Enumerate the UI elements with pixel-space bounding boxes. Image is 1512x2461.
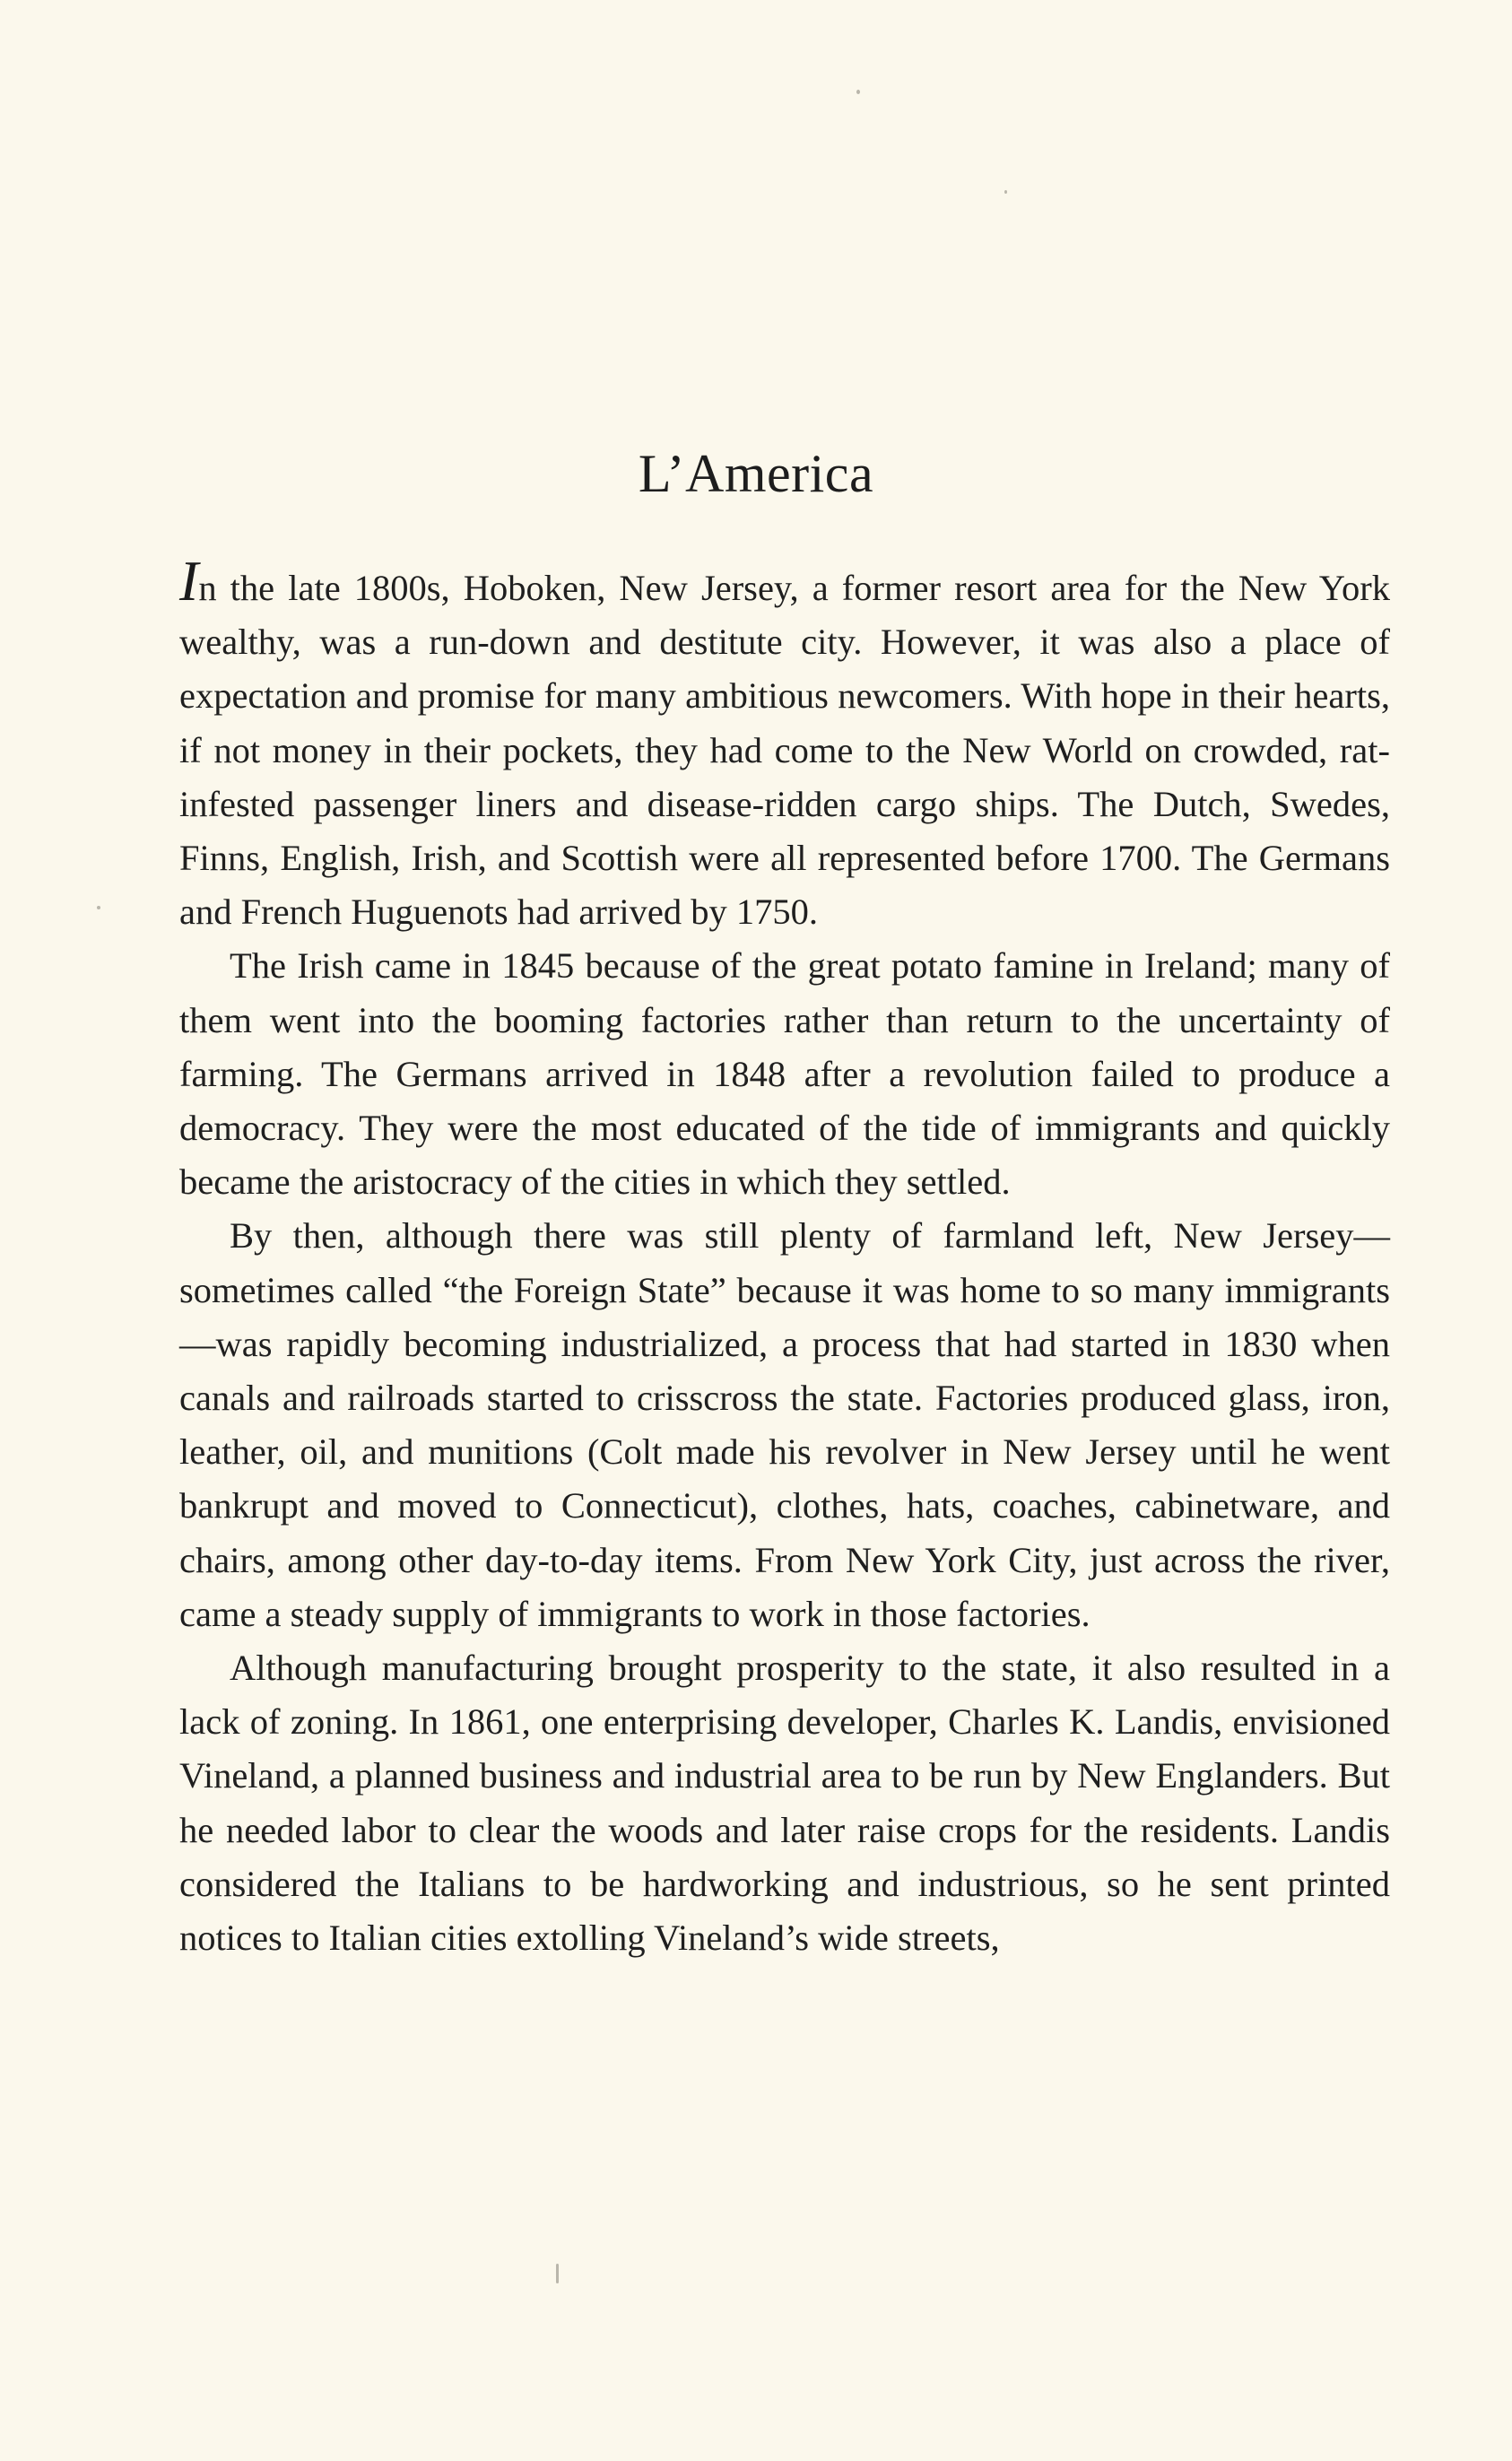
- paper-speck: [1004, 190, 1007, 194]
- paragraph-1: [179, 549, 1390, 939]
- paper-speck: [556, 2264, 559, 2283]
- paper-speck: [97, 906, 100, 909]
- paragraph-2: The Irish came in 1845 because of the great potato famine in Ireland; many of them went into the booming factories rather than return to the uncertainty of farming. The Germans arrived in 1848 after a revolution failed to produce a democracy. They were the most educated of the tide of immigrants and quickly became the aristocracy of the cities in which they settled.: [179, 945, 1390, 1203]
- paragraph-3: By then, although there was still plenty of farmland left, New Jersey—sometimes called “the Foreign State” because it was home to so many immigrants—was rapidly becoming industrialized, a process that had started in 1830 when canals and railroads started to crisscross the state. Factories produced glass, iron, leather, oil, and munitions (Colt made his revolver in New Jersey until he went bankrupt and moved to Connecticut), clothes, hats, coaches, cabinetware, and chairs, among other day-to-day items. From New York City, just across the river, came a steady supply of immigrants to work in those factories.: [179, 1215, 1390, 1634]
- paper-speck: [856, 90, 860, 94]
- drop-cap: I: [179, 549, 199, 613]
- paragraph-1-text: n the late 1800s, Hoboken, New Jersey, a former resort area for the New York wealthy, was a run-down and destitute city. However, it was also a place of expectation and promise for many ambitious newcomers. With hope in their hearts, if not money in their pockets, they had come to the New World on crowded, rat-infested passenger liners and disease-ridden cargo ships. The Dutch, Swedes, Finns, English, Irish, and Scottish were all represented before 1700. The Germans and French Huguenots had arrived by 1750.: [179, 568, 1390, 933]
- chapter-title: L’America: [638, 444, 874, 503]
- paragraph-4: Although manufacturing brought prosperity to the state, it also resulted in a lack of zoning. In 1861, one enterprising developer, Charles K. Landis, envisioned Vineland, a planned business and industrial area to be run by New Englanders. But he needed labor to clear the woods and later raise crops for the residents. Landis considered the Italians to be hardworking and industrious, so he sent printed notices to Italian cities extolling Vineland’s wide streets,: [179, 1648, 1390, 1959]
- chapter-body: [179, 549, 1390, 1965]
